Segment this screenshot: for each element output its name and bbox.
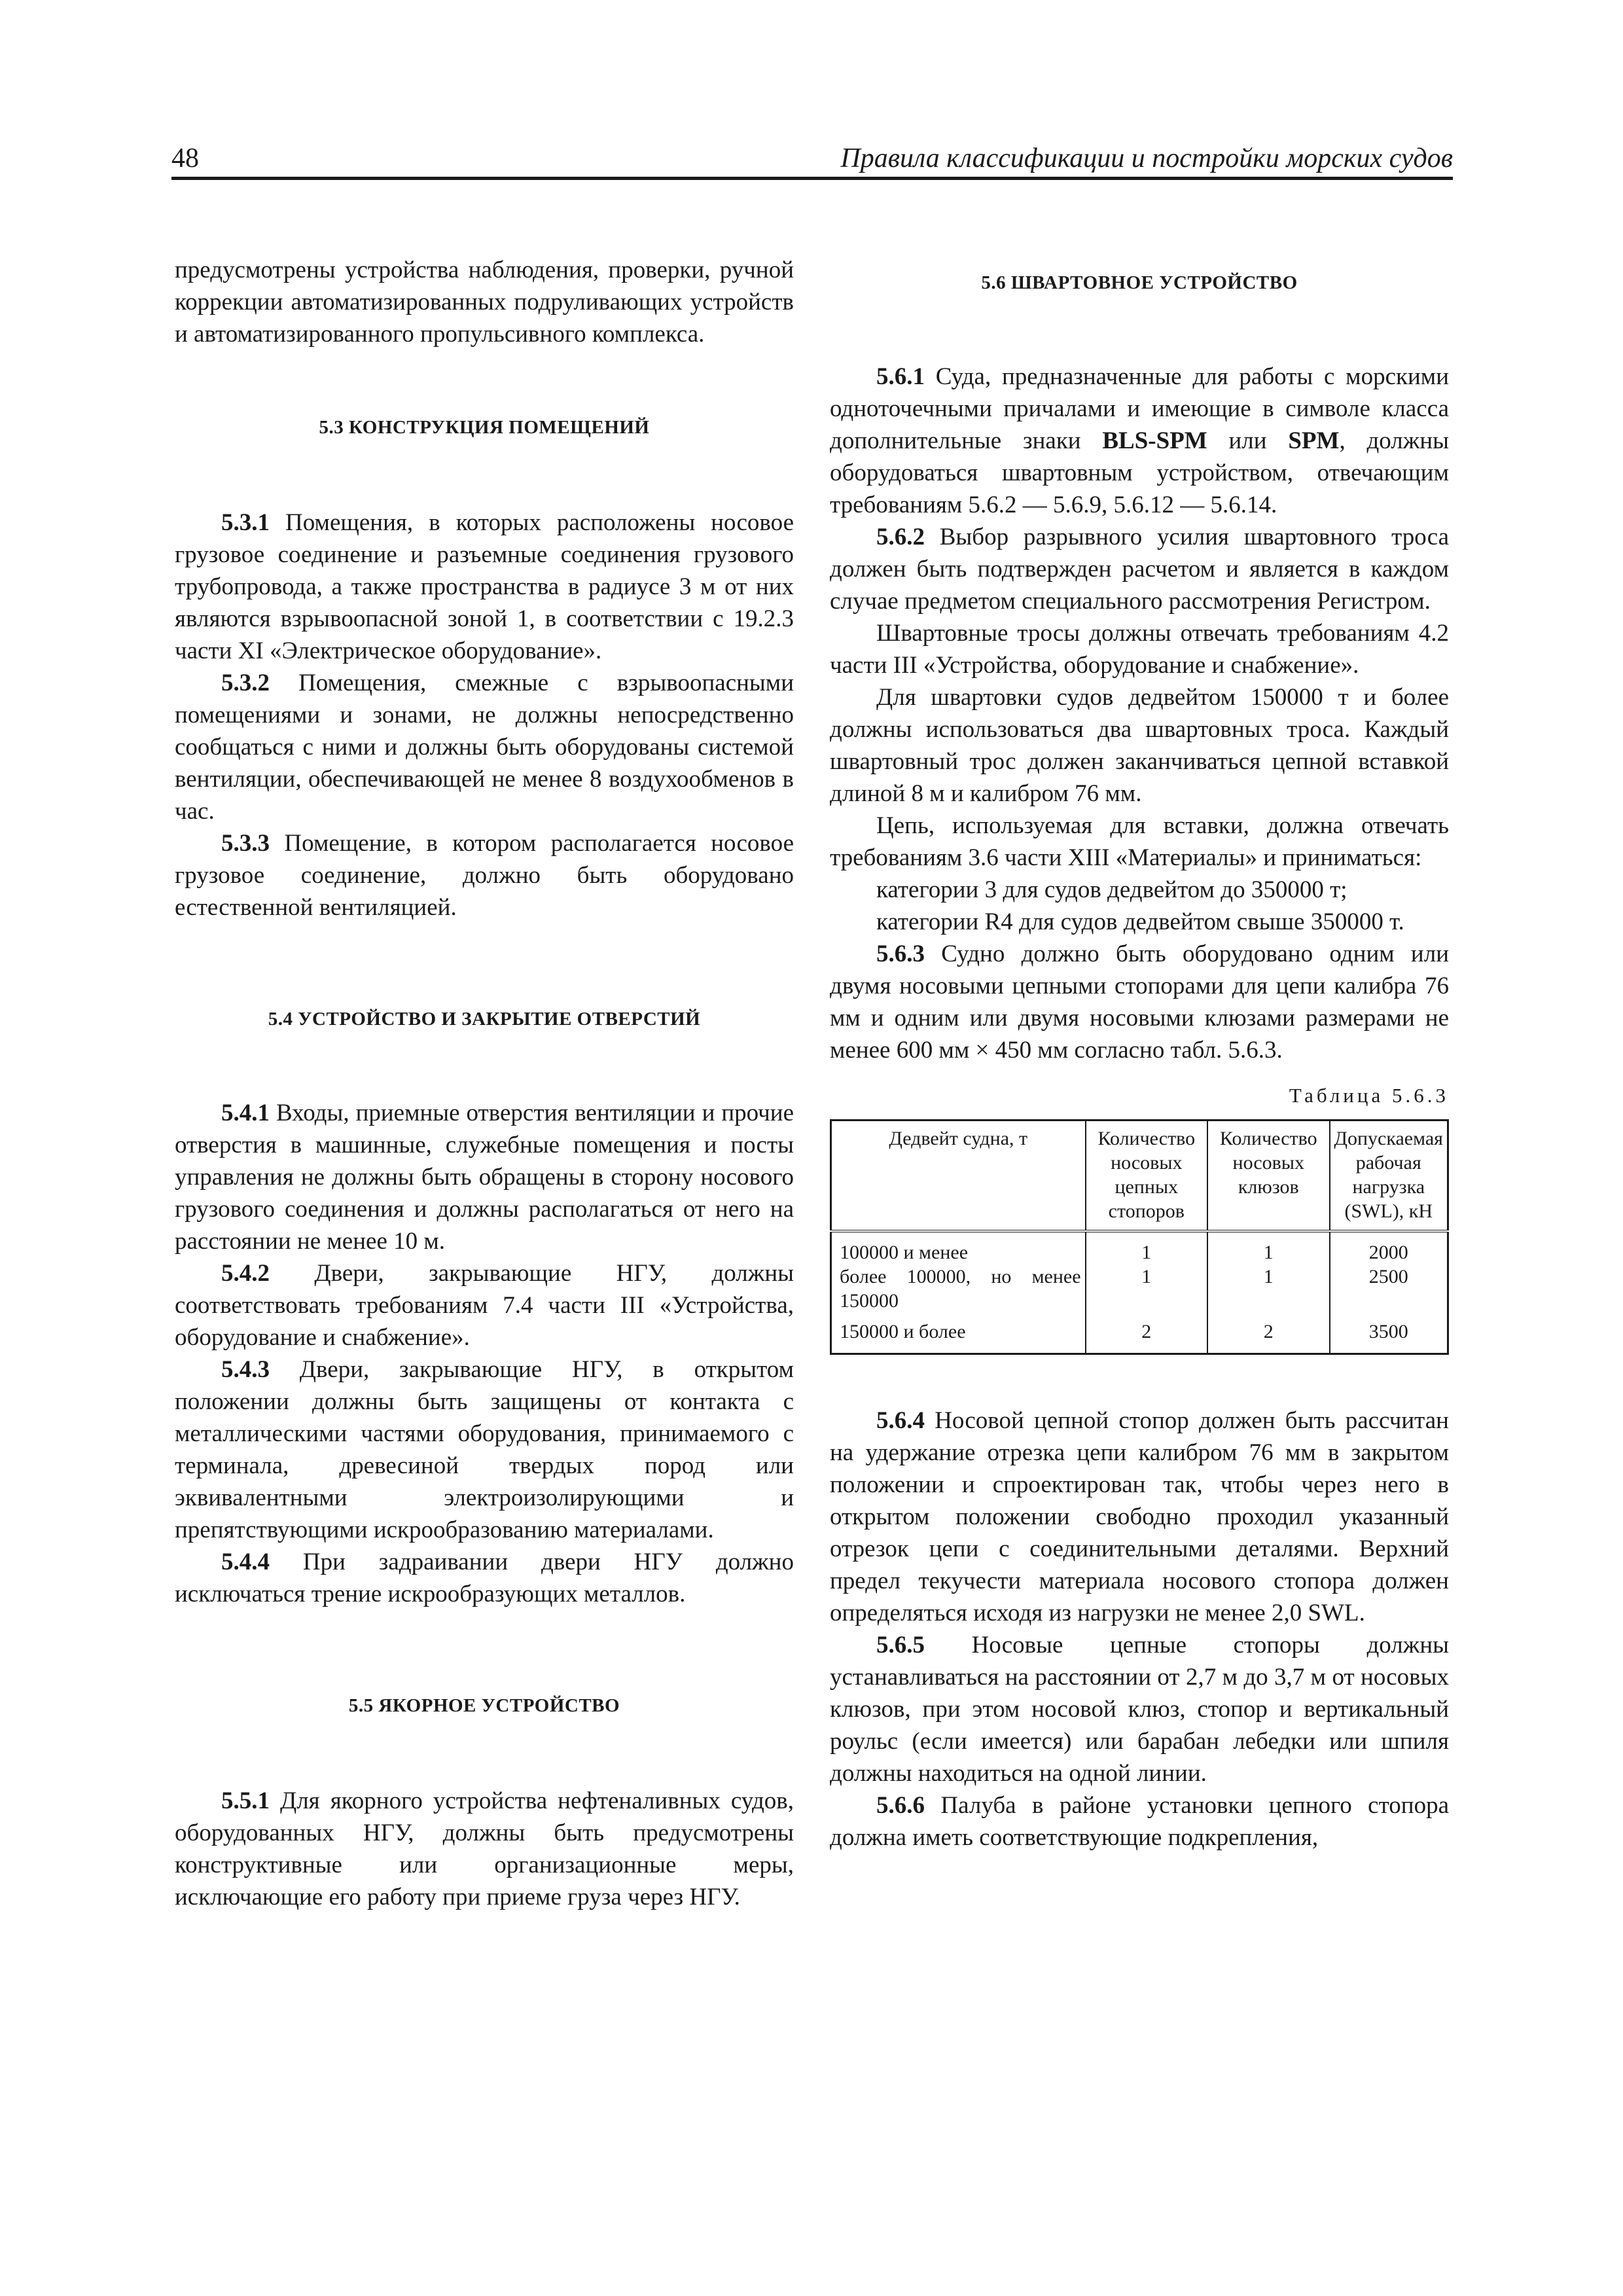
paragraph-5-3-2: 5.3.2 Помещения, смежные с взрывоопасными помещениями и зонами, не должны непосредственно сообщаться с ними и должны быть оборудованы системой вентиляции, обеспечивающей не менее 8 воздухообменов в час. <box>175 670 794 825</box>
paragraph-chain-insert: Цепь, используемая для вставки, должна отвечать требованиям 3.6 части XIII «Материалы» и приниматься: <box>830 812 1449 871</box>
clause-number: 5.3.1 <box>221 509 270 536</box>
table-cell: 3500 <box>1330 1313 1448 1354</box>
spacer <box>830 1355 1449 1405</box>
list-item: категории 3 для судов дедвейтом до 350000 т; <box>876 876 1347 903</box>
clause-number: 5.3.2 <box>221 670 270 696</box>
paragraph-5-3-1: 5.3.1 Помещения, в которых расположены носовое грузовое соединение и разъемные соединения грузового трубопровода, а также пространства в радиусе 3 м от них являются взрывоопасной зоной 1, в соответствии с 19.2.3 части XI «Электрическое оборудование». <box>175 509 794 664</box>
clause-number: 5.4.4 <box>221 1549 270 1575</box>
paragraph-5-4-4: 5.4.4 При задраивании двери НГУ должно исключаться трение искрообразующих металлов. <box>175 1549 794 1607</box>
paragraph-mooring-ropes: Швартовные тросы должны отвечать требованиям 4.2 части III «Устройства, оборудование и снабжение». <box>830 620 1449 679</box>
table-header-cell: Дедвейт судна, т <box>831 1121 1086 1232</box>
table-header-row <box>831 1121 1448 1232</box>
section-heading-5-4: 5.4 УСТРОЙСТВО И ЗАКРЫТИЕ ОТВЕРСТИЙ <box>268 1009 701 1030</box>
clause-number: 5.6.6 <box>876 1792 925 1819</box>
paragraph-two-ropes: Для швартовки судов дедвейтом 150000 т и более должны использоваться два швартовных троса. Каждый швартовный трос должен заканчиваться цепной вставкой длиной 8 м и калибром 76 мм. <box>830 684 1449 807</box>
table-header-cell: Допускаемая рабочая нагрузка (SWL), кН <box>1330 1121 1448 1232</box>
paragraph-5-6-1: 5.6.1 Суда, предназначенные для работы с морскими одноточечными причалами и имеющие в символе класса дополнительные знаки BLS-SPM или SPM, должны оборудоваться швартовным устройством, отвечающим требованиям 5.6.2 — 5.6.9, 5.6.12 — 5.6.14. <box>830 363 1449 518</box>
class-mark-spm: SPM <box>1288 427 1340 454</box>
section-heading-5-6: 5.6 ШВАРТОВНОЕ УСТРОЙСТВО <box>981 272 1298 293</box>
clause-number: 5.6.3 <box>876 941 925 967</box>
table-row <box>831 1231 1448 1265</box>
paragraph-5-6-3: 5.6.3 Судно должно быть оборудовано одним или двумя носовыми цепными стопорами для цепи калибра 76 мм и одним или двумя носовыми клюзами размерами не менее 600 мм × 450 мм согласно табл. 5.6.3. <box>830 941 1449 1064</box>
table-cell: 1 <box>1086 1231 1207 1265</box>
list-item: категории R4 для судов дедвейтом свыше 350000 т. <box>876 908 1404 935</box>
paragraph-5-3-3: 5.3.3 Помещение, в котором располагается носовое грузовое соединение, должно быть оборудовано естественной вентиляцией. <box>175 830 794 921</box>
table-cell: 2 <box>1207 1313 1329 1354</box>
section-heading-5-5: 5.5 ЯКОРНОЕ УСТРОЙСТВО <box>348 1695 620 1716</box>
table-cell: 100000 и менее <box>831 1231 1086 1265</box>
table-cell: 1 <box>1207 1231 1329 1265</box>
running-title: Правила классификации и постройки морских судов <box>840 143 1453 173</box>
section-heading-5-3: 5.3 КОНСТРУКЦИЯ ПОМЕЩЕНИЙ <box>319 417 650 438</box>
left-column <box>175 254 794 1913</box>
clause-number: 5.6.2 <box>876 524 925 550</box>
table-cell: более 100000, но менее 150000 <box>831 1265 1086 1313</box>
table-caption: Таблица 5.6.3 <box>1289 1084 1449 1107</box>
table-cell: 1 <box>1086 1265 1207 1313</box>
table-cell: 2 <box>1086 1313 1207 1354</box>
clause-number: 5.4.1 <box>221 1100 270 1126</box>
clause-number: 5.5.1 <box>221 1787 270 1814</box>
table-header-cell: Количество носовых клюзов <box>1207 1121 1329 1232</box>
paragraph-5-6-2: 5.6.2 Выбор разрывного усилия швартовного троса должен быть подтвержден расчетом и является в каждом случае предметом специального рассмотрения Регистром. <box>830 524 1449 615</box>
clause-number: 5.6.1 <box>876 363 925 390</box>
paragraph-5-4-2: 5.4.2 Двери, закрывающие НГУ, должны соответствовать требованиям 7.4 части III «Устройства, оборудование и снабжение». <box>175 1260 794 1351</box>
paragraph-5-6-4: 5.6.4 Носовой цепной стопор должен быть рассчитан на удержание отрезка цепи калибром 76 мм в закрытом положении и спроектирован так, чтобы через него в открытом положении свободно проходил указанный отрезок цепи с соединительными деталями. Верхний предел текучести материала носового стопора должен определяться исходя из нагрузки не менее 2,0 SWL. <box>830 1407 1449 1626</box>
table-header-cell: Количество носовых цепных стопоров <box>1086 1121 1207 1232</box>
table-cell: 150000 и более <box>831 1313 1086 1354</box>
header-rule <box>171 177 1453 180</box>
page-header <box>171 143 1453 179</box>
requirements-table <box>830 1119 1449 1355</box>
clause-number: 5.3.3 <box>221 830 270 857</box>
right-column <box>830 254 1449 1854</box>
clause-number: 5.6.5 <box>876 1632 925 1659</box>
table-row <box>831 1313 1448 1354</box>
class-mark-bls-spm: BLS-SPM <box>1102 427 1207 454</box>
table-cell: 2500 <box>1330 1265 1448 1313</box>
page-number: 48 <box>171 143 199 173</box>
clause-number: 5.6.4 <box>876 1407 925 1434</box>
paragraph-5-4-1: 5.4.1 Входы, приемные отверстия вентиляции и прочие отверстия в машинные, служебные помещения и посты управления не должны быть обращены в сторону носового грузового соединения и должны располагаться от него на расстоянии не менее 10 м. <box>175 1100 794 1255</box>
clause-number: 5.4.2 <box>221 1260 270 1287</box>
table-cell: 2000 <box>1330 1231 1448 1265</box>
intro-paragraph: предусмотрены устройства наблюдения, проверки, ручной коррекции автоматизированных подруливающих устройств и автоматизированного пропульсивного комплекса. <box>175 257 794 348</box>
paragraph-5-6-5: 5.6.5 Носовые цепные стопоры должны устанавливаться на расстоянии от 2,7 м до 3,7 м от носовых клюзов, при этом носовой клюз, стопор и вертикальный роульс (если имеется) или барабан лебедки или шпиля должны находиться на одной линии. <box>830 1632 1449 1787</box>
table-row <box>831 1265 1448 1313</box>
paragraph-5-6-6: 5.6.6 Палуба в районе установки цепного стопора должна иметь соответствующие подкрепления, <box>830 1792 1449 1851</box>
paragraph-5-4-3: 5.4.3 Двери, закрывающие НГУ, в открытом положении должны быть защищены от контакта с металлическими частями оборудования, принимаемого с терминала, древесиной твердых пород или эквивалентными электроизолирующими и препятствующими искрообразованию материалами. <box>175 1356 794 1543</box>
clause-number: 5.4.3 <box>221 1356 270 1383</box>
paragraph-5-5-1: 5.5.1 Для якорного устройства нефтеналивных судов, оборудованных НГУ, должны быть предусмотрены конструктивные или организационные меры, исключающие его работу при приеме груза через НГУ. <box>175 1787 794 1910</box>
table-cell: 1 <box>1207 1265 1329 1313</box>
